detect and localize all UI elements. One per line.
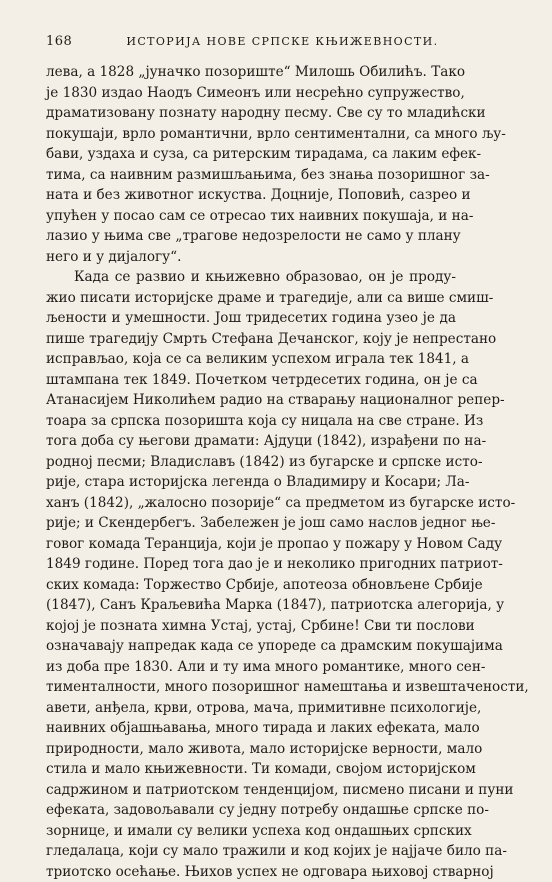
running-title: ИСТОРИЈА НОВЕ СРПСКЕ КЊИЖЕВНОСТИ. (126, 35, 438, 48)
text-line: тоара за српска позоришта која су ницала на све стране. Из (46, 411, 456, 432)
text-line: означавају напредак када се упореде са драмским покушајима (46, 636, 456, 657)
text-line: тога доба су његови драмати: Ајдуци (1842), израђени по на- (46, 431, 456, 452)
text-line: лева, а 1828 „јуначко позориште“ Милошь Обилићъ. Тако (46, 62, 456, 83)
text-line: родној песми; Владиславъ (1842) из бугарске и српске исто- (46, 452, 456, 473)
text-line: триотско осећање. Њихов успех не одговара њиховој стварној (46, 862, 456, 882)
text-line: лазио у њима све „трагове недозрелости не само у плану (46, 226, 456, 247)
text-line: рије, стара историјска легенда о Владимиру и Косари; Ла- (46, 472, 456, 493)
text-line: покушаји, врло романтични, врло сентиментални, са много љу- (46, 124, 456, 145)
text-line: Атанасијем Николићем радио на стварању националног репер- (46, 390, 456, 411)
text-line: 1849 године. Поред тога дао је и неколико пригодних патриот- (46, 554, 456, 575)
text-line: говог комада Теранција, који је пропао у пожару у Новом Саду (46, 534, 456, 555)
text-line: тима, са наивним размишљањима, без знања позоришног за- (46, 165, 456, 186)
page-header (46, 34, 480, 49)
text-line: жио писати историјске драме и трагедије, али са више смиш- (46, 288, 456, 309)
text-line: штампана тек 1849. Почетком четрдесетих година, он је са (46, 370, 456, 391)
text-line: упућен у посао сам се отресао тих наивних покушаја, и на- (46, 206, 456, 227)
text-line: ханъ (1842), „жалосно позорије“ са предметом из бугарске исто- (46, 493, 456, 514)
text-line: (1847), Санъ Краљевића Марка (1847), патриотска алегорија, у (46, 595, 456, 616)
text-line: љености и умешности. Још тридесетих година узео је да (46, 308, 456, 329)
text-line: ских комада: Торжество Србије, апотеоза обновљене Србије (46, 575, 456, 596)
text-line: гледалаца, који су мало тражили и код којих је најјаче било па- (46, 841, 456, 862)
text-line: тименталности, много позоришног намештања и извештачености, (46, 677, 456, 698)
text-line: исправљао, која се са великим успехом играла тек 1841, а (46, 349, 456, 370)
text-line: ефеката, задовољавали су једну потребу ондашње српске по- (46, 800, 456, 821)
text-line: Када се развио и књижевно образовао, он је проду- (46, 267, 456, 288)
text-line: ната и без животног искуства. Доцније, Поповић, сазрео и (46, 185, 456, 206)
text-line: авети, анђела, крви, отрова, мача, примитивне психологије, (46, 698, 456, 719)
text-line: наивних објашњавања, много тирада и лаких ефеката, мало (46, 718, 456, 739)
text-line: је 1830 издао Наодъ Симеонъ или несрећно супружество, (46, 83, 456, 104)
text-line: стила и мало књижевности. Ти комади, својом историјском (46, 759, 456, 780)
page-number: 168 (46, 34, 72, 49)
text-line: рије; и Скендербегъ. Забележен је још само наслов једног ње- (46, 513, 456, 534)
text-line: садржином и патриотском тенденцијом, писмено писани и пуни (46, 780, 456, 801)
text-line: природности, мало живота, мало историјске верности, мало (46, 739, 456, 760)
text-line: из доба пре 1830. Али и ту има много романтике, много сен- (46, 657, 456, 678)
text-line: него и у дијалогу“. (46, 247, 456, 268)
text-line: бави, уздаха и суза, са ритерским тирадама, са лаким ефек- (46, 144, 456, 165)
body-text (46, 62, 456, 882)
text-line: пише трагедију Смрть Стефана Дечанског, коју је непрестано (46, 329, 456, 350)
text-line: драматизовану познату народну песму. Све су то младићски (46, 103, 456, 124)
text-line: зорнице, и имали су велики успеха код ондашњих српских (46, 821, 456, 842)
text-line: којој је позната химна Устај, устај, Србине! Сви ти послови (46, 616, 456, 637)
